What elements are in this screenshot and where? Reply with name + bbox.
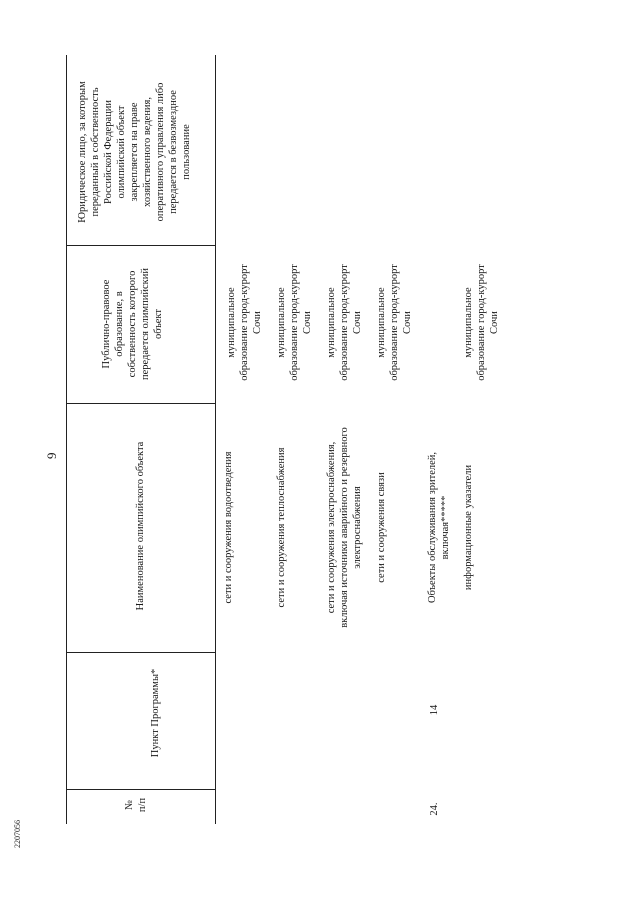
sub-item-name-3: сети и сооружения электроснабжения, включая источники аварийного и резервного электроснабжения bbox=[326, 427, 363, 628]
row24-point: 14 bbox=[429, 704, 440, 716]
header-public-entity: Публично-правовое образование, в собственность которого передается олимпийский объект bbox=[101, 267, 164, 381]
header-object-name: Наименование олимпийского объекта bbox=[135, 441, 146, 611]
header-program-point bbox=[136, 654, 162, 772]
col-divider-2 bbox=[66, 652, 215, 653]
sub-item-name-2: сети и сооружения теплоснабжения bbox=[276, 447, 287, 608]
sub-item-entity-2: муниципальное образование город-курорт Сочи bbox=[276, 264, 313, 381]
sub-item-entity-4: муниципальное образование город-курорт Сочи bbox=[376, 264, 413, 381]
sub-item-entity-1: муниципальное образование город-курорт Сочи bbox=[226, 264, 263, 381]
header-legal-entity: Юридическое лицо, за которым переданный в собственность Российской Федерации олимпийский объект закрепляется на праве хозяйственного ведения, оперативного управления либо передается в безвозмездное пользование bbox=[77, 81, 192, 223]
row24-num: 24. bbox=[429, 802, 440, 816]
col-divider-4 bbox=[66, 245, 215, 246]
row24-sub-entity: муниципальное образование город-курорт Сочи bbox=[463, 264, 500, 381]
row24-sub-name: информационные указатели bbox=[463, 464, 474, 591]
sub-item-entity-3: муниципальное образование город-курорт Сочи bbox=[326, 264, 363, 381]
sub-item-name-1: сети и сооружения водоотведения bbox=[223, 451, 234, 604]
row24-object-name: Объекты обслуживания зрителей, включая***** bbox=[427, 451, 451, 604]
header-program-point-text: Пункт Программы* bbox=[150, 668, 161, 758]
table-line-top bbox=[66, 55, 67, 824]
document-id: 2207056 bbox=[13, 820, 22, 848]
sub-item-name-4: сети и сооружения связи bbox=[376, 472, 387, 583]
header-num: № п/п bbox=[124, 797, 148, 813]
page-number: 9 bbox=[44, 452, 59, 459]
table-line-header-bottom bbox=[215, 55, 216, 824]
